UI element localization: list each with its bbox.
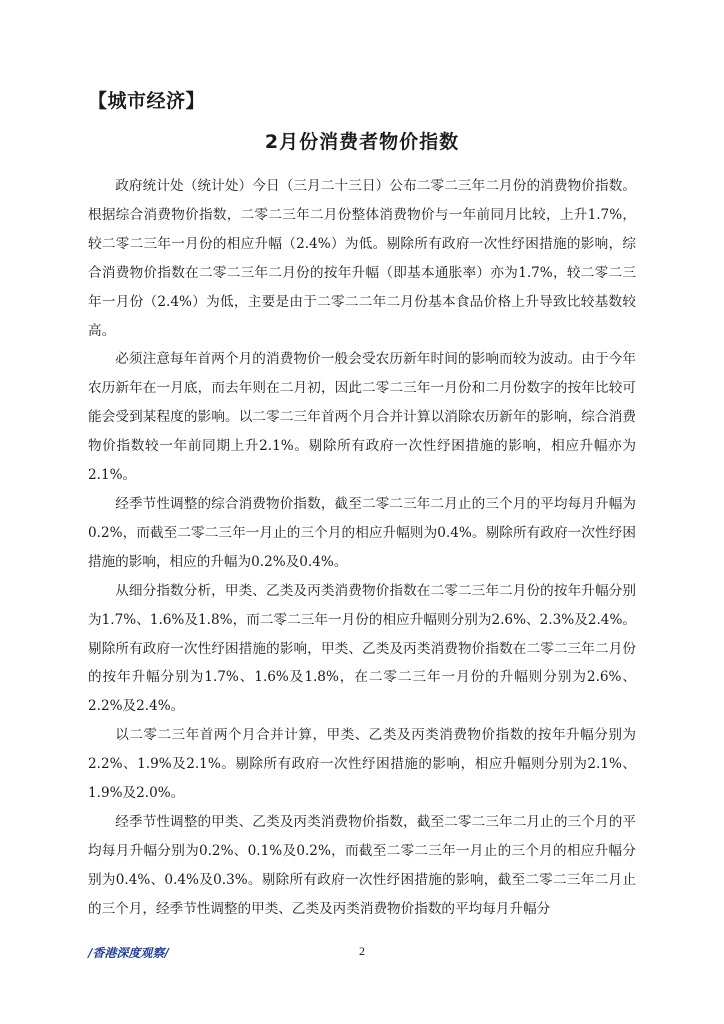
section-tag: 【城市经济】 bbox=[88, 90, 206, 112]
page-number: 2 bbox=[359, 944, 365, 958]
paragraph-2: 必须注意每年首两个月的消费物价一般会受农历新年时间的影响而较为波动。由于今年农历新年在一月底，而去年则在二月初，因此二零二三年一月份和二月份数字的按年比较可能会受到某程度的影响。以二零二三年首两个月合并计算以消除农历新年的影响，综合消费物价指数较一年前同期上升2.1%。剔除所有政府一次性纾困措施的影响，相应升幅亦为2.1%。 bbox=[88, 351, 636, 484]
paragraph-6: 经季节性调整的甲类、乙类及丙类消费物价指数，截至二零二三年二月止的三个月的平均每月升幅分别为0.2%、0.1%及0.2%，而截至二零二三年一月止的三个月的相应升幅分别为0.4%、0.4%及0.3%。剔除所有政府一次性纾困措施的影响，截至二零二三年二月止的三个月，经季节性调整的甲类、乙类及丙类消费物价指数的平均每月升幅分 bbox=[88, 813, 636, 917]
article-body bbox=[88, 172, 636, 924]
paragraph-4: 从细分指数分析，甲类、乙类及丙类消费物价指数在二零二三年二月份的按年升幅分别为1.7%、1.6%及1.8%，而二零二三年一月份的相应升幅则分别为2.6%、2.3%及2.4%。剔除所有政府一次性纾困措施的影响，甲类、乙类及丙类消费物价指数在二零二三年二月份的按年升幅分别为1.7%、1.6%及1.8%，在二零二三年一月份的升幅则分别为2.6%、2.2%及2.4%。 bbox=[88, 582, 636, 715]
footer-publication: /香港深度观察/ bbox=[88, 946, 169, 960]
paragraph-1: 政府统计处（统计处）今日（三月二十三日）公布二零二三年二月份的消费物价指数。根据综合消费物价指数，二零二三年二月份整体消费物价与一年前同月比较，上升1.7%，较二零二三年一月份的相应升幅（2.4%）为低。剔除所有政府一次性纾困措施的影响，综合消费物价指数在二零二三年二月份的按年升幅（即基本通胀率）亦为1.7%，较二零二三年一月份（2.4%）为低，主要是由于二零二二年二月份基本食品价格上升导致比较基数较高。 bbox=[88, 178, 636, 339]
paragraph-3: 经季节性调整的综合消费物价指数，截至二零二三年二月止的三个月的平均每月升幅为0.2%，而截至二零二三年一月止的三个月的相应升幅则为0.4%。剔除所有政府一次性纾困措施的影响，相应的升幅为0.2%及0.4%。 bbox=[88, 495, 636, 570]
paragraph-5: 以二零二三年首两个月合并计算，甲类、乙类及丙类消费物价指数的按年升幅分别为2.2%、1.9%及2.1%。剔除所有政府一次性纾困措施的影响，相应升幅则分别为2.1%、1.9%及2.0%。 bbox=[88, 727, 636, 802]
page-title: 2月份消费者物价指数 bbox=[264, 131, 460, 153]
